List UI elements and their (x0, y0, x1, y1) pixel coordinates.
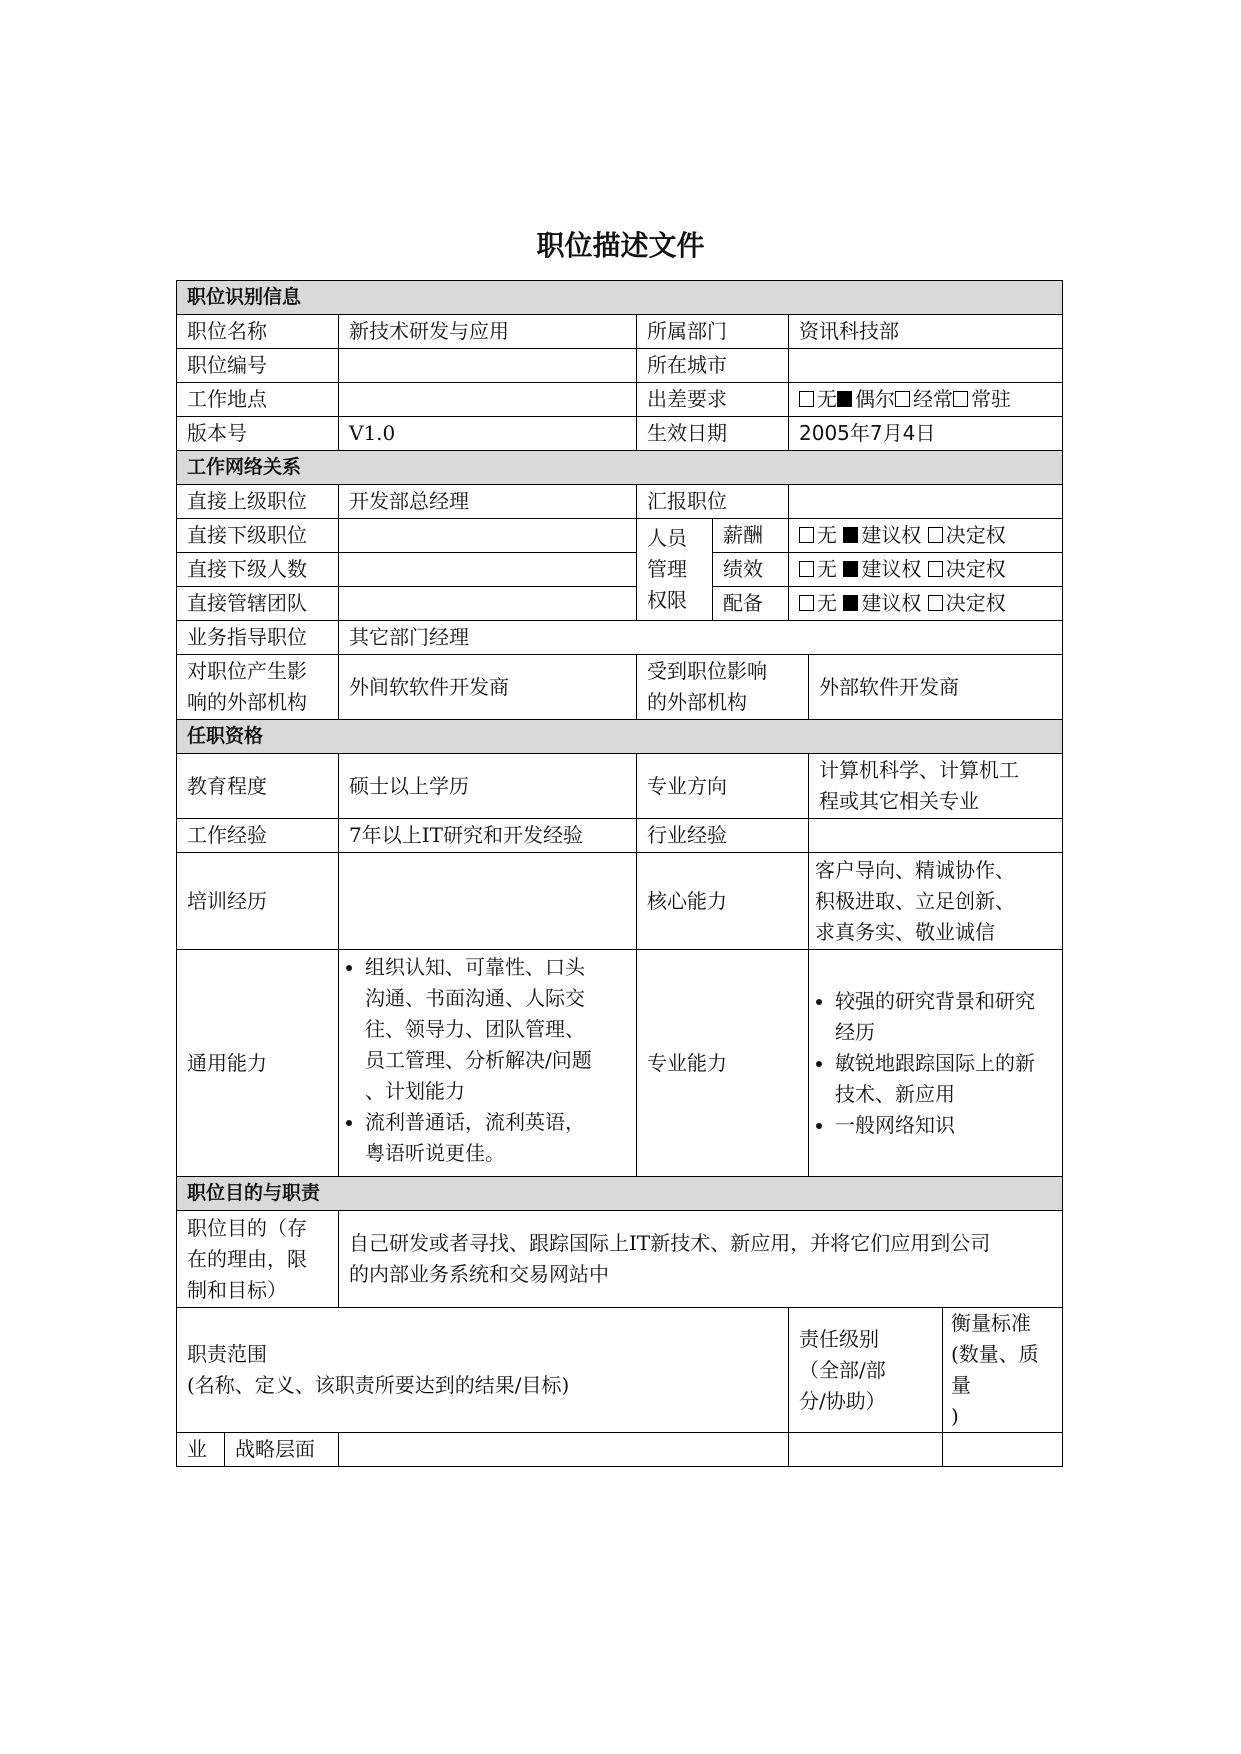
label-strategic-level: 战略层面 (225, 1433, 339, 1467)
label-business-guidance: 业务指导职位 (177, 621, 339, 655)
value-effective-date: 2005年7月4日 (789, 417, 1063, 451)
label-responsibility-scope: 职责范围 (名称、定义、该职责所要达到的结果/目标) (177, 1308, 789, 1433)
value-general-competency (339, 950, 637, 1177)
label-position-code: 职位编号 (177, 349, 339, 383)
salary-authority-options: 无 建议权 决定权 (789, 519, 1063, 553)
label-effective-date: 生效日期 (637, 417, 789, 451)
travel-option-label: 经常 (913, 387, 953, 411)
section-header-network: 工作网络关系 (177, 451, 1063, 485)
list-item: • 流利普通话，流利英语， 粤语听说更佳。 (365, 1107, 626, 1169)
section-header-identity: 职位识别信息 (177, 281, 1063, 315)
value-strategic-measure (943, 1433, 1063, 1467)
label-performance: 绩效 (713, 553, 789, 587)
label-salary: 薪酬 (713, 519, 789, 553)
checkbox-performance-decide[interactable] (928, 561, 943, 577)
label-training: 培训经历 (177, 853, 339, 950)
value-major: 计算机科学、计算机工 程或其它相关专业 (809, 754, 1063, 819)
value-direct-subordinate (339, 519, 637, 553)
checkbox-staffing-suggest[interactable] (843, 595, 858, 611)
checkbox-travel-none[interactable] (799, 391, 814, 407)
list-item: • 敏锐地跟踪国际上的新 技术、新应用 (835, 1048, 1052, 1110)
label-core-competency: 核心能力 (637, 853, 809, 950)
travel-options (789, 383, 1063, 417)
label-education: 教育程度 (177, 754, 339, 819)
list-item: • 一般网络知识 (835, 1110, 1052, 1141)
label-travel: 出差要求 (637, 383, 789, 417)
label-managed-team: 直接管辖团队 (177, 587, 339, 621)
page-title: 职位描述文件 (536, 229, 705, 262)
value-direct-superior: 开发部总经理 (339, 485, 637, 519)
value-subordinate-count (339, 553, 637, 587)
label-subordinate-count: 直接下级人数 (177, 553, 339, 587)
checkbox-travel-resident[interactable] (953, 391, 968, 407)
checkbox-travel-occasional[interactable] (837, 391, 852, 407)
label-direct-subordinate: 直接下级职位 (177, 519, 339, 553)
label-affecting-external-org: 对职位产生影 响的外部机构 (177, 655, 339, 720)
label-affected-external-org: 受到职位影响 的外部机构 (637, 655, 809, 720)
value-work-experience: 7年以上IT研究和开发经验 (339, 819, 637, 853)
checkbox-salary-none[interactable] (799, 527, 814, 543)
label-major: 专业方向 (637, 754, 809, 819)
travel-option-label: 常驻 (971, 387, 1011, 411)
label-staff-management-authority: 人员 管理 权限 (637, 519, 713, 621)
checkbox-salary-decide[interactable] (928, 527, 943, 543)
checkbox-performance-none[interactable] (799, 561, 814, 577)
travel-option-label: 无 (817, 387, 837, 411)
value-industry-experience (809, 819, 1063, 853)
value-version: V1.0 (339, 417, 637, 451)
label-city: 所在城市 (637, 349, 789, 383)
value-department: 资讯科技部 (789, 315, 1063, 349)
value-core-competency: 客户导向、精诚协作、 积极进取、立足创新、 求真务实、敬业诚信 (809, 853, 1063, 950)
value-strategic-scope (339, 1433, 789, 1467)
checkbox-salary-suggest[interactable] (843, 527, 858, 543)
value-managed-team (339, 587, 637, 621)
value-training (339, 853, 637, 950)
label-position-name: 职位名称 (177, 315, 339, 349)
travel-option-label: 偶尔 (855, 387, 895, 411)
label-professional-competency: 专业能力 (637, 950, 809, 1177)
label-business-row: 业 (177, 1433, 225, 1467)
label-position-purpose: 职位目的（存 在的理由，限 制和目标） (177, 1211, 339, 1308)
value-strategic-level (789, 1433, 943, 1467)
label-version: 版本号 (177, 417, 339, 451)
list-item: • 较强的研究背景和研究 经历 (835, 986, 1052, 1048)
label-direct-superior: 直接上级职位 (177, 485, 339, 519)
list-item: • 组织认知、可靠性、口头 沟通、书面沟通、人际交 往、领导力、团队管理、 员工管理、分析解决/问题 、计划能力 (365, 952, 626, 1107)
section-header-qualification: 任职资格 (177, 720, 1063, 754)
value-report-position (789, 485, 1063, 519)
value-position-purpose: 自己研发或者寻找、跟踪国际上IT新技术、新应用，并将它们应用到公司 的内部业务系统和交易网站中 (339, 1211, 1063, 1308)
label-staffing: 配备 (713, 587, 789, 621)
checkbox-staffing-none[interactable] (799, 595, 814, 611)
value-city (789, 349, 1063, 383)
label-general-competency: 通用能力 (177, 950, 339, 1177)
label-department: 所属部门 (637, 315, 789, 349)
section-header-purpose: 职位目的与职责 (177, 1177, 1063, 1211)
value-business-guidance: 其它部门经理 (339, 621, 1063, 655)
checkbox-performance-suggest[interactable] (843, 561, 858, 577)
job-description-table (176, 280, 1062, 1467)
checkbox-travel-often[interactable] (895, 391, 910, 407)
label-measurement-standard: 衡量标准 (数量、质量 ) (943, 1308, 1063, 1433)
value-affected-external-org: 外部软件开发商 (809, 655, 1063, 720)
label-work-location: 工作地点 (177, 383, 339, 417)
label-report-position: 汇报职位 (637, 485, 789, 519)
value-affecting-external-org: 外间软软件开发商 (339, 655, 637, 720)
performance-authority-options: 无 建议权 决定权 (789, 553, 1063, 587)
value-position-name: 新技术研发与应用 (339, 315, 637, 349)
value-education: 硕士以上学历 (339, 754, 637, 819)
label-responsibility-level: 责任级别 （全部/部 分/协助） (789, 1308, 943, 1433)
checkbox-staffing-decide[interactable] (928, 595, 943, 611)
value-work-location (339, 383, 637, 417)
label-industry-experience: 行业经验 (637, 819, 809, 853)
staffing-authority-options: 无 建议权 决定权 (789, 587, 1063, 621)
value-position-code (339, 349, 637, 383)
value-professional-competency (809, 950, 1063, 1177)
label-work-experience: 工作经验 (177, 819, 339, 853)
